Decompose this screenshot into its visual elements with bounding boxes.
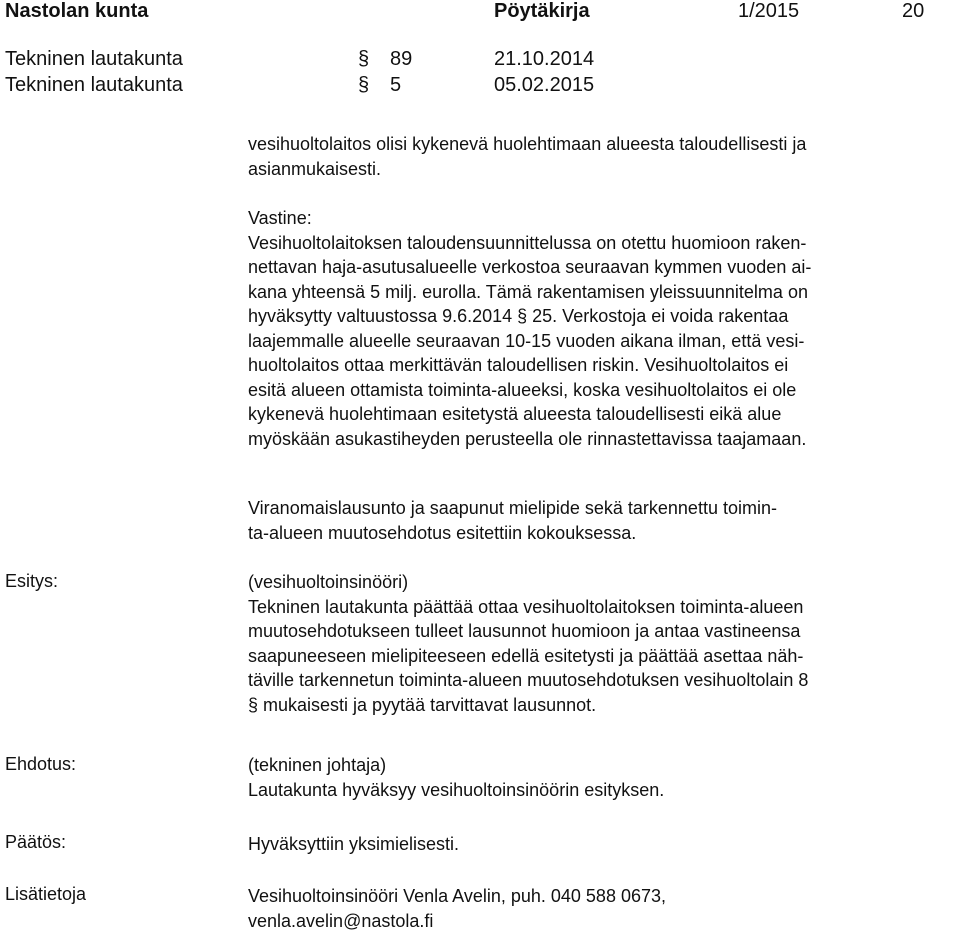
more-info-label: Lisätietoja (5, 884, 87, 904)
decision-label: Päätös: (5, 832, 67, 852)
page-number: 20 (902, 0, 925, 22)
meeting-body: Tekninen lautakunta (5, 74, 183, 96)
municipality-name: Nastolan kunta (5, 0, 149, 22)
text-line: Hyväksyttiin yksimielisesti. (248, 834, 460, 854)
text-line: huoltolaitos ottaa merkittävän taloudellisen riskin. Vesihuoltolaitos ei (248, 355, 789, 375)
text-line: kana yhteensä 5 milj. eurolla. Tämä rakentamisen yleissuunnitelma on (248, 281, 808, 302)
section-mark: § (358, 74, 370, 96)
text-line: täville tarkennetun toiminta-alueen muutosehdotuksen vesihuoltolain 8 (248, 670, 809, 690)
text-line: § mukaisesti ja pyytää tarvittavat lausunnot. (248, 694, 597, 715)
issue-number: 1/2015 (738, 0, 800, 22)
text-line: muutosehdotukseen tulleet lausunnot huomioon ja antaa vastineensa (248, 621, 801, 641)
response-paragraph (248, 206, 953, 451)
text-line: Lautakunta hyväksyy vesihuoltoinsinöörin esityksen. (248, 779, 665, 800)
text-line: myöskään asukastiheyden perusteella ole rinnastettavissa taajamaan. (248, 428, 807, 449)
text-line: saapuneeseen mielipiteeseen edellä esitetysti ja päättää asettaa näh- (248, 645, 804, 666)
text-line: Viranomaislausunto ja saapunut mielipide sekä tarkennettu toimin- (248, 498, 777, 518)
text-line: vesihuoltolaitos olisi kykenevä huolehtimaan alueesta taloudellisesti ja (248, 134, 807, 154)
proposal-label: Esitys: (5, 571, 59, 591)
email-link[interactable]: venla.avelin@nastola.fi (248, 910, 434, 931)
intro-paragraph (248, 132, 953, 181)
document-type: Pöytäkirja (494, 0, 590, 22)
text-line: ta-alueen muutosehdotus esitettiin kokouksessa. (248, 522, 637, 543)
proposal-text (248, 570, 953, 717)
meeting-date: 05.02.2015 (494, 74, 595, 96)
text-line: kykenevä huolehtimaan esitetystä alueesta taloudellisesti eikä alue (248, 404, 782, 424)
text-line: esitä alueen ottamista toiminta-alueeksi, koska vesihuoltolaitos ei ole (248, 379, 797, 400)
section-number: 5 (390, 74, 402, 96)
text-line: (tekninen johtaja) (248, 755, 387, 775)
contact-line: Vesihuoltoinsinööri Venla Avelin, puh. 040 588 0673, (248, 886, 666, 906)
meeting-date: 21.10.2014 (494, 48, 595, 70)
section-mark: § (358, 48, 370, 70)
text-line: Vesihuoltolaitoksen taloudensuunnittelussa on otettu huomioon raken- (248, 232, 807, 253)
more-info-text (248, 884, 953, 933)
meeting-body: Tekninen lautakunta (5, 48, 183, 70)
statement-paragraph (248, 496, 953, 545)
text-line: hyväksytty valtuustossa 9.6.2014 § 25. Verkostoja ei voida rakentaa (248, 306, 789, 326)
decision-text (248, 832, 953, 857)
motion-text (248, 753, 953, 802)
motion-label: Ehdotus: (5, 754, 77, 774)
text-line: asianmukaisesti. (248, 158, 382, 179)
text-line: Vastine: (248, 208, 312, 228)
text-line: nettavan haja-asutusalueelle verkostoa seuraavan kymmen vuoden ai- (248, 257, 812, 277)
text-line: laajemmalle alueelle seuraavan 10-15 vuoden aikana ilman, että vesi- (248, 330, 805, 351)
text-line: Tekninen lautakunta päättää ottaa vesihuoltolaitoksen toiminta-alueen (248, 596, 804, 617)
text-line: (vesihuoltoinsinööri) (248, 572, 409, 592)
section-number: 89 (390, 48, 413, 70)
